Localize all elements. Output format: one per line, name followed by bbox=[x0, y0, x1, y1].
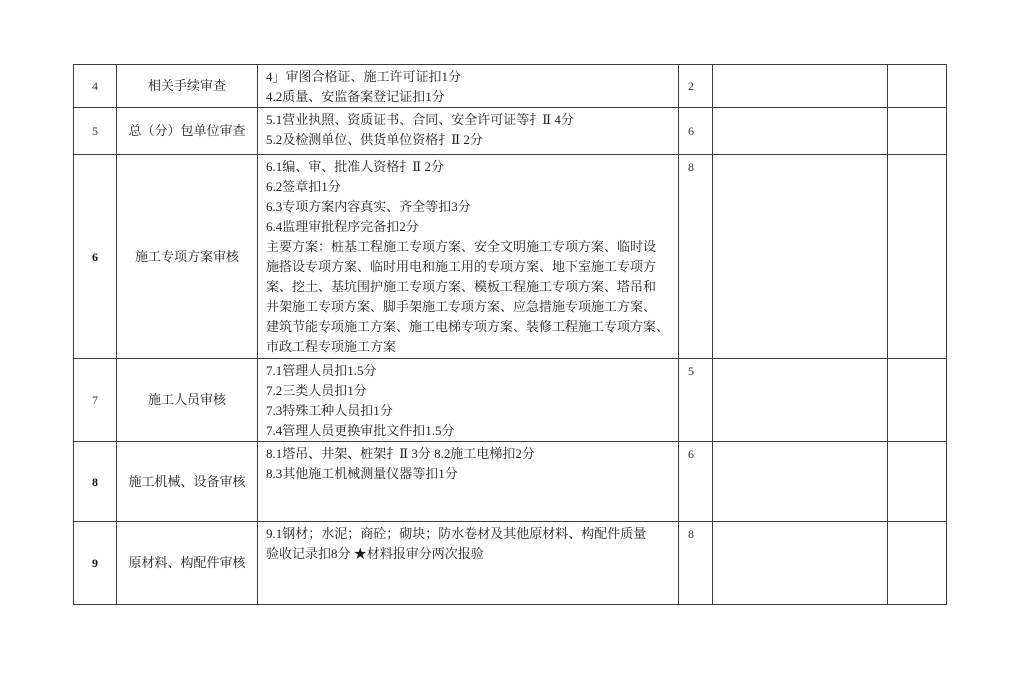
blank-cell bbox=[713, 442, 888, 522]
blank-cell bbox=[713, 522, 888, 605]
deduction-criteria bbox=[258, 108, 679, 155]
criteria-line: 5.2及检测单位、供货单位资格扌Ⅱ 2分 bbox=[266, 132, 483, 147]
document-page bbox=[73, 64, 947, 605]
criteria-line: 6.4监理审批程序完备扣2分 bbox=[266, 219, 419, 234]
row-number: 9 bbox=[74, 522, 117, 605]
scheme-list-line: 市政工程专项施工方案 bbox=[266, 339, 397, 354]
score-value: 8 bbox=[679, 522, 713, 605]
deduction-criteria bbox=[258, 522, 679, 605]
criteria-line: 7.2三类人员扣1分 bbox=[266, 383, 367, 398]
blank-cell bbox=[888, 108, 947, 155]
blank-cell bbox=[713, 359, 888, 442]
score-value: 8 bbox=[679, 155, 713, 359]
score-value: 2 bbox=[679, 65, 713, 108]
criteria-line: 验收记录扣8分 ★材料报审分两次报验 bbox=[266, 546, 484, 561]
table-row bbox=[74, 359, 947, 442]
scheme-list-line: 建筑节能专项施工方案、施工电梯专项方案、装修工程施工专项方案、 bbox=[266, 319, 670, 334]
table-row bbox=[74, 65, 947, 108]
blank-cell bbox=[888, 522, 947, 605]
deduction-criteria bbox=[258, 359, 679, 442]
table-row bbox=[74, 108, 947, 155]
table-row bbox=[74, 522, 947, 605]
criteria-line: 7.1管理人员扣1.5分 bbox=[266, 363, 377, 378]
criteria-line: 8.1塔吊、井架、桩架扌Ⅱ 3分 8.2施工电梯扣2分 bbox=[266, 446, 535, 461]
criteria-line: 6.3专项方案内容真实、齐全等扣3分 bbox=[266, 199, 471, 214]
review-item: 原材料、构配件审核 bbox=[117, 522, 258, 605]
blank-cell bbox=[713, 155, 888, 359]
score-value: 6 bbox=[679, 108, 713, 155]
blank-cell bbox=[713, 108, 888, 155]
row-number: 5 bbox=[74, 108, 117, 155]
review-item: 施工机械、设备审核 bbox=[117, 442, 258, 522]
blank-cell bbox=[888, 65, 947, 108]
review-item: 相关手续审查 bbox=[117, 65, 258, 108]
row-number: 8 bbox=[74, 442, 117, 522]
row-number: 4 bbox=[74, 65, 117, 108]
criteria-line: 6.1编、审、批准人资格扌Ⅱ 2分 bbox=[266, 159, 444, 174]
deduction-criteria bbox=[258, 442, 679, 522]
review-item: 总（分）包单位审查 bbox=[117, 108, 258, 155]
scheme-list-line: 案、挖土、基坑围护施工专项方案、模板工程施工专项方案、塔吊和 bbox=[266, 279, 657, 294]
criteria-line: 4.2质量、安监备案登记证扣1分 bbox=[266, 89, 445, 104]
table-row bbox=[74, 155, 947, 359]
blank-cell bbox=[888, 359, 947, 442]
score-value: 6 bbox=[679, 442, 713, 522]
criteria-line: 5.1营业执照、资质证书、合同、安全许可证等扌Ⅱ 4分 bbox=[266, 112, 574, 127]
deduction-criteria bbox=[258, 155, 679, 359]
blank-cell bbox=[888, 155, 947, 359]
deduction-criteria bbox=[258, 65, 679, 108]
scheme-list-line: 主要方案：桩基工程施工专项方案、安全文明施工专项方案、临时设 bbox=[266, 239, 657, 254]
table-row bbox=[74, 442, 947, 522]
criteria-line: 9.1钢材；水泥；商砼；砌块；防水卷材及其他原材料、构配件质量 bbox=[266, 526, 647, 541]
score-value: 5 bbox=[679, 359, 713, 442]
row-number: 6 bbox=[74, 155, 117, 359]
scheme-list-line: 施搭设专项方案、临时用电和施工用的专项方案、地下室施工专项方 bbox=[266, 259, 657, 274]
review-item: 施工专项方案审核 bbox=[117, 155, 258, 359]
blank-cell bbox=[888, 442, 947, 522]
criteria-line: 8.3其他施工机械测量仪器等扣1分 bbox=[266, 466, 458, 481]
blank-cell bbox=[713, 65, 888, 108]
review-table bbox=[73, 64, 947, 605]
criteria-line: 4」审图合格证、施工许可证扣1分 bbox=[266, 69, 462, 84]
scheme-list-line: 井架施工专项方案、脚手架施工专项方案、应急措施专项施工方案、 bbox=[266, 299, 657, 314]
criteria-line: 7.3特殊工种人员扣1分 bbox=[266, 403, 393, 418]
review-item: 施工人员审核 bbox=[117, 359, 258, 442]
criteria-line: 7.4管理人员更换审批文件扣1.5分 bbox=[266, 423, 455, 438]
row-number: 7 bbox=[74, 359, 117, 442]
criteria-line: 6.2签章扣1分 bbox=[266, 179, 341, 194]
